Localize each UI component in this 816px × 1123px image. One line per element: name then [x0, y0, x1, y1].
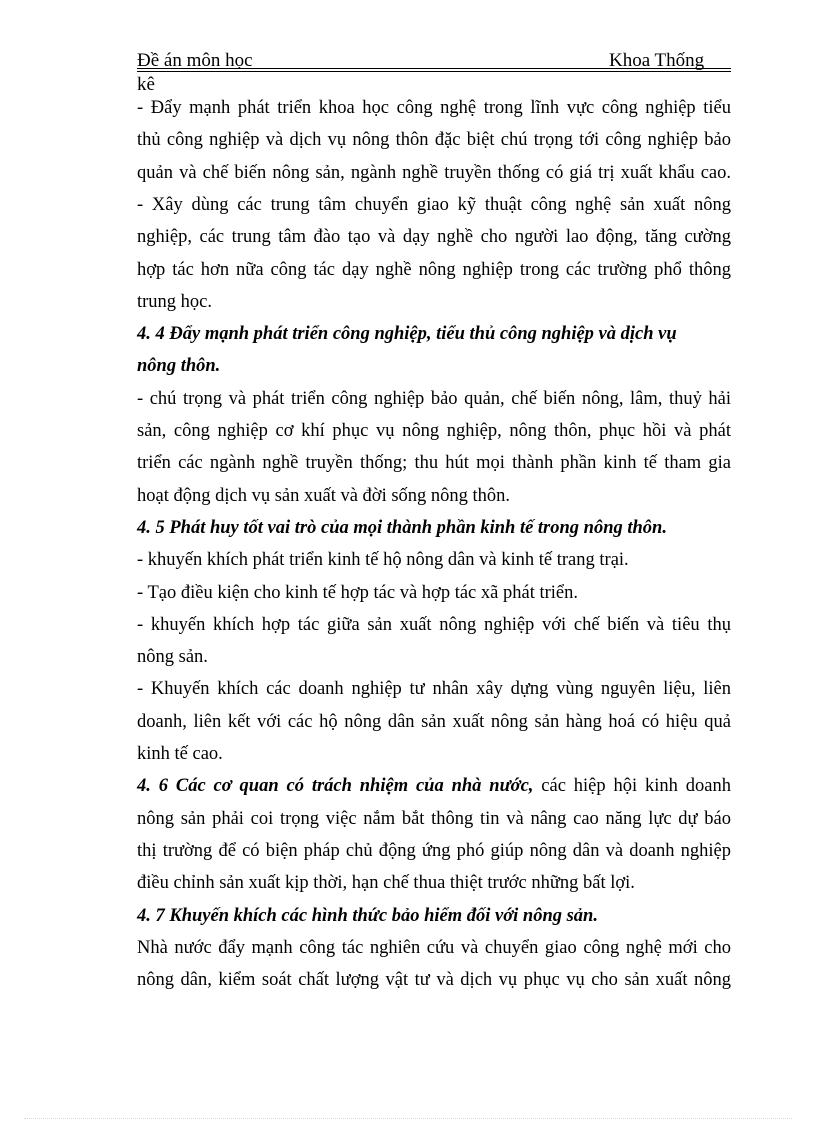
body-text-line: thủ công nghiệp và dịch vụ nông thôn đặc biệt chú trọng tới công nghiệp bảo	[137, 130, 731, 151]
body-text-line: thị trường để có biện pháp chủ động ứng phó giúp nông dân và doanh nghiệp	[137, 840, 731, 861]
body-text-line: hợp tác hơn nữa công tác dạy nghề nông nghiệp trong các trường phổ thông	[137, 259, 731, 280]
body-text-line: kinh tế cao.	[137, 744, 223, 764]
body-text-line: hoạt động dịch vụ sản xuất và đời sống nông thôn.	[137, 485, 511, 506]
body-text-line: - khuyến khích phát triển kinh tế hộ nông dân và kinh tế trang trại.	[137, 550, 629, 571]
body-text-line: - Tạo điều kiện cho kinh tế hợp tác và hợp tác xã phát triển.	[137, 582, 578, 603]
body-text-line: - Đẩy mạnh phát triển khoa học công nghệ trong lĩnh vực công nghiệp tiểu	[137, 98, 731, 118]
header-faculty: Khoa Thống	[609, 50, 705, 71]
body-text-line: - Khuyến khích các doanh nghiệp tư nhân xây dựng vùng nguyên liệu, liên	[137, 679, 731, 700]
body-text-line: - Xây dùng các trung tâm chuyển giao kỹ thuật công nghệ sản xuất nông	[137, 194, 731, 215]
section-heading-line: 4. 4 Đẩy mạnh phát triển công nghiệp, tiểu thủ công nghiệp và dịch vụ	[137, 324, 677, 345]
body-text-line: nông dân, kiểm soát chất lượng vật tư và dịch vụ phục vụ cho sản xuất nông	[137, 970, 731, 991]
body-text-line: sản, công nghiệp cơ khí phục vụ nông nghiệp, nông thôn, phục hồi và phát	[137, 421, 731, 441]
body-text-line	[137, 775, 731, 797]
body-text-line: doanh, liên kết với các hộ nông dân sản xuất nông sản hàng hoá có hiệu quả	[137, 711, 731, 732]
header-rule-bottom	[137, 71, 731, 72]
body-text-inline: các hiệp hội kinh doanh	[533, 776, 731, 797]
body-text-line: Nhà nước đẩy mạnh công tác nghiên cứu và chuyển giao công nghệ mới cho	[137, 937, 731, 958]
section-heading-inline: 4. 6 Các cơ quan có trách nhiệm của nhà nước,	[137, 776, 534, 797]
header-rule-top	[137, 68, 731, 69]
body-text-line: triển các ngành nghề truyền thống; thu hút mọi thành phần kinh tế tham gia	[137, 453, 731, 474]
body-text-line: quản và chế biến nông sản, ngành nghề truyền thống có giá trị xuất khẩu cao.	[137, 162, 731, 183]
body-text-line: trung học.	[137, 291, 213, 312]
body-text-line: nông sản phải coi trọng việc nắm bắt thông tin và nâng cao năng lực dự báo	[137, 808, 731, 829]
section-heading-line: nông thôn.	[137, 356, 221, 377]
body-text-line: điều chỉnh sản xuất kịp thời, hạn chế thua thiệt trước những bất lợi.	[137, 873, 635, 894]
body-text-line: nghiệp, các trung tâm đào tạo và dạy nghề cho người lao động, tăng cường	[137, 227, 731, 248]
body-text-line: nông sản.	[137, 647, 208, 668]
header-faculty-continuation: kê	[137, 74, 155, 95]
page-bottom-border	[24, 1118, 792, 1119]
body-text-line: - chú trọng và phát triển công nghiệp bảo quản, chế biến nông, lâm, thuỷ hải	[137, 388, 731, 409]
body-text-line: - khuyến khích hợp tác giữa sản xuất nông nghiệp với chế biến và tiêu thụ	[137, 614, 731, 635]
header-course-title: Đề án môn học	[137, 50, 253, 71]
section-heading-line: 4. 5 Phát huy tốt vai trò của mọi thành phần kinh tế trong nông thôn.	[137, 517, 667, 538]
section-heading-line: 4. 7 Khuyến khích các hình thức bảo hiểm đối với nông sản.	[137, 905, 598, 926]
